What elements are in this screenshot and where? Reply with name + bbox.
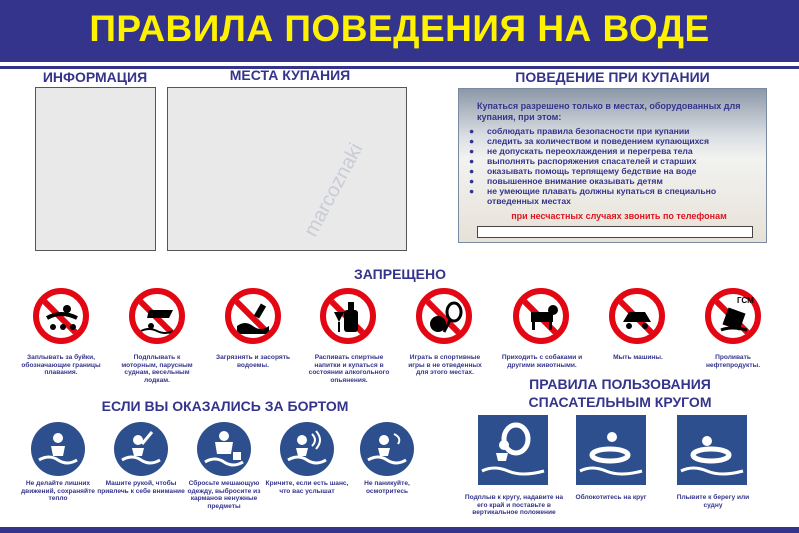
behavior-panel (458, 88, 767, 243)
watermark: marcoznaki (300, 139, 368, 241)
overboard-caption: Не паникуйте, осмотритесь (364, 480, 410, 495)
calm-swimmer-icon (31, 422, 85, 476)
overboard-caption: Не делайте лишних движений, сохраняйте тепло (21, 480, 95, 503)
section-title-behavior: ПОВЕДЕНИЕ ПРИ КУПАНИИ (515, 69, 710, 85)
water-pollution-icon (225, 288, 281, 344)
overboard-caption: Машите рукой, чтобы привлечь к себе внимание (97, 480, 185, 495)
car-wash-icon (609, 288, 665, 344)
overboard-caption: Сбросьте мешающую одежду, выбросите из карманов ненужные предметы (187, 480, 261, 510)
lifebuoy-caption: Подплыв к кругу, надавите на его край и поставьте в вертикальное положение (464, 494, 564, 517)
section-title-info: ИНФОРМАЦИЯ (42, 69, 148, 85)
swimmer-boat-icon (129, 288, 185, 344)
forbidden-caption: Заплывать за буйки, обозначающие границы плавания. (21, 354, 101, 377)
forbidden-caption: Загрязнять и засорять водоемы. (215, 354, 291, 369)
page-title: ПРАВИЛА ПОВЕДЕНИЯ НА ВОДЕ (89, 8, 710, 49)
alcohol-icon (320, 288, 376, 344)
looking-around-icon (360, 422, 414, 476)
swim-to-ring-icon (478, 415, 548, 485)
section-title-forbidden: ЗАПРЕЩЕНО (353, 266, 447, 282)
phone-field (477, 226, 753, 238)
behavior-item: ● не допускать переохлаждения и перегрева тела (469, 146, 693, 156)
forbidden-caption: Распивать спиртные напитки и купаться в состоянии алкогольного опьянения. (308, 354, 390, 384)
waving-swimmer-icon (114, 422, 168, 476)
info-panel (35, 87, 156, 251)
fuel-label: ГСМ (737, 296, 754, 305)
places-panel (167, 87, 407, 251)
forbidden-caption: Играть в спортивные игры в не отведенных для этого местах. (408, 354, 482, 377)
behavior-item: ● оказывать помощь терпящему бедствие на воде (469, 166, 697, 176)
lean-on-ring-icon (576, 415, 646, 485)
forbidden-caption: Приходить с собаками и другими животными. (501, 354, 583, 369)
swimmer-buoys-icon (33, 288, 89, 344)
ring-to-shore-icon (677, 415, 747, 485)
ball-racket-icon (416, 288, 472, 344)
behavior-item: ● выполнять распоряжения спасателей и старших (469, 156, 697, 166)
forbidden-caption: Проливать нефтепродукты. (705, 354, 761, 369)
behavior-item: ● не умеющие плавать должны купаться в специально (469, 186, 717, 196)
section-title-overboard: ЕСЛИ ВЫ ОКАЗАЛИСЬ ЗА БОРТОМ (101, 398, 349, 414)
lifebuoy-caption: Облокотитесь на круг (575, 494, 647, 501)
drop-clothes-icon (197, 422, 251, 476)
behavior-item: отведенных местах (487, 196, 571, 206)
lifebuoy-caption: Плывите к берегу или судну (676, 494, 750, 509)
shouting-swimmer-icon (280, 422, 334, 476)
behavior-intro: Купаться разрешено только в местах, оборудованных для купания, при этом: (477, 101, 741, 122)
section-title-lifebuoy-2: СПАСАТЕЛЬНЫМ КРУГОМ (528, 394, 712, 410)
behavior-item: ● повышенное внимание оказывать детям (469, 176, 663, 186)
section-title-lifebuoy: ПРАВИЛА ПОЛЬЗОВАНИЯ (529, 376, 711, 392)
forbidden-caption: Мыть машины. (613, 354, 663, 361)
overboard-caption: Кричите, если есть шанс, что вас услышат (265, 480, 349, 495)
dog-icon (513, 288, 569, 344)
behavior-item: ● соблюдать правила безопасности при купании (469, 126, 690, 136)
section-title-places: МЕСТА КУПАНИЯ (229, 67, 351, 83)
forbidden-caption: Подплывать к моторным, парусным суднам, весельным лодкам. (121, 354, 193, 384)
behavior-item: ● следить за количеством и поведением купающихся (469, 136, 709, 146)
divider-bottom (0, 527, 799, 533)
phone-note: при несчастных случаях звонить по телефонам (511, 211, 727, 221)
